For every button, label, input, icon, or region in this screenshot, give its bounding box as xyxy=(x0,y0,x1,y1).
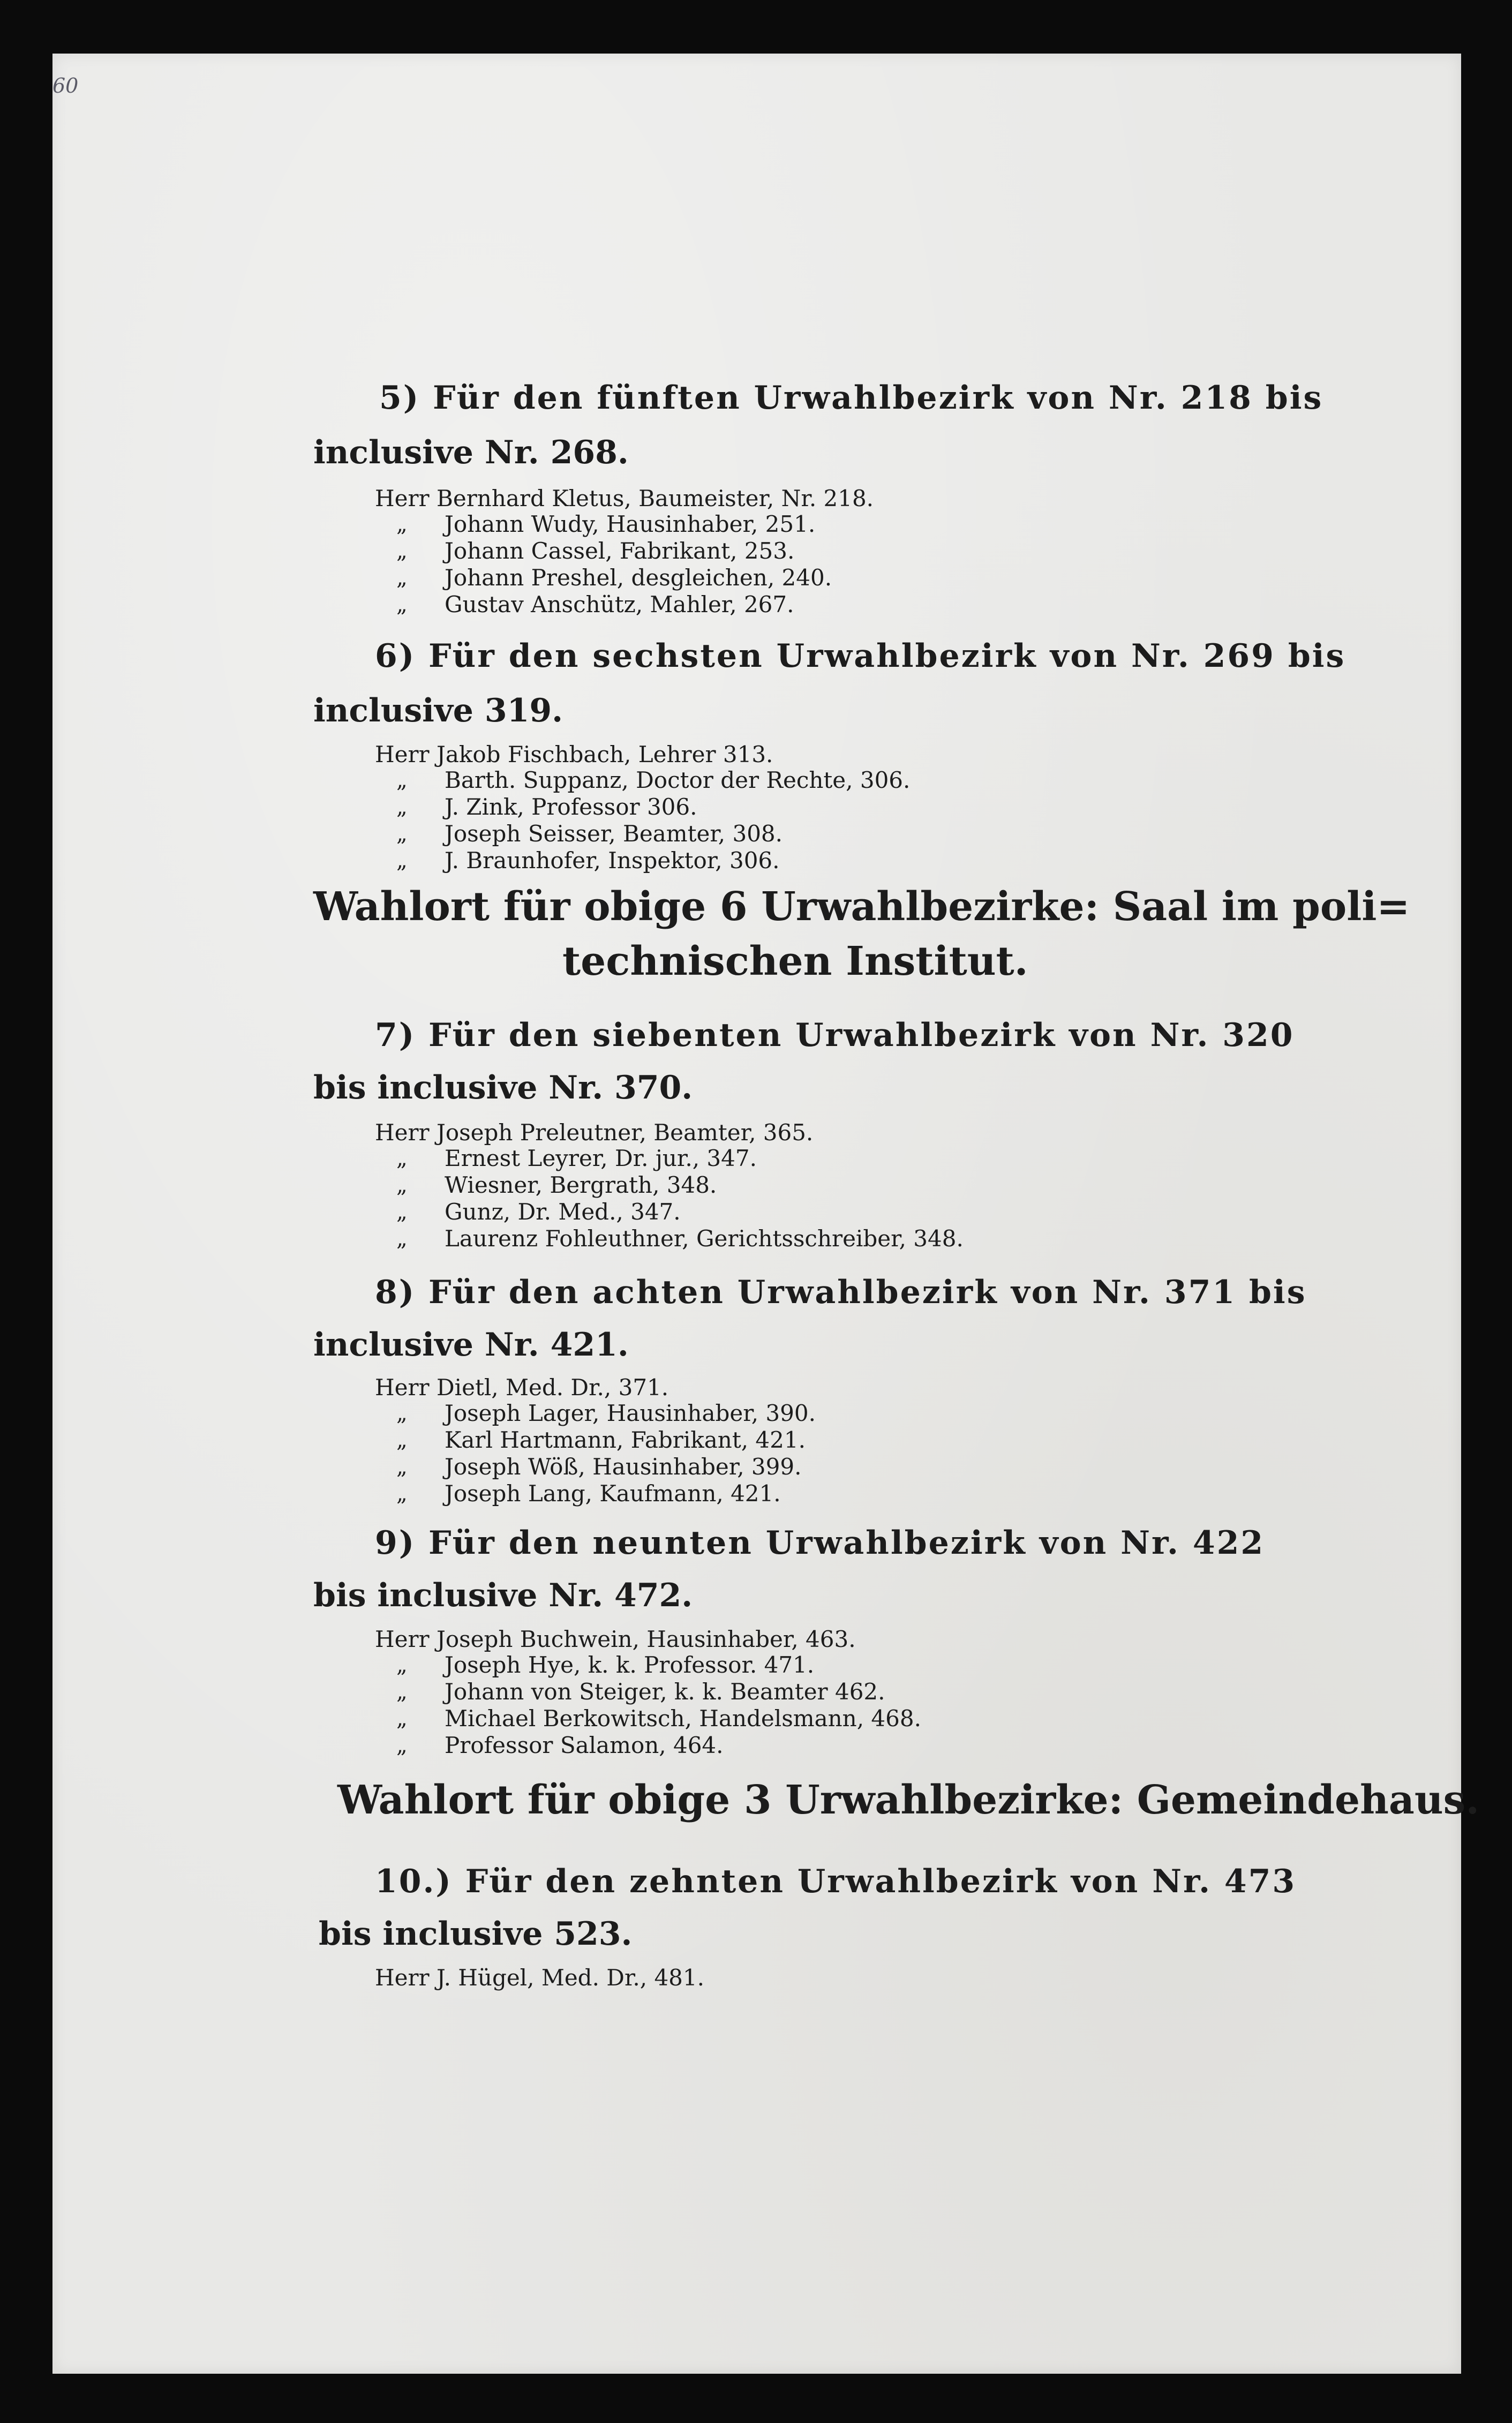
ditto-mark: „ xyxy=(396,1401,408,1426)
ditto-mark: „ xyxy=(396,1706,408,1731)
ditto-mark: „ xyxy=(396,1173,408,1198)
ditto-mark: „ xyxy=(396,1428,408,1453)
ditto-mark: „ xyxy=(396,1455,408,1479)
section-9-member-4: Michael Berkowitsch, Handelsmann, 468. xyxy=(445,1705,921,1732)
section-9-heading: 9) Für den neunten Urwahlbezirk von Nr. 422 xyxy=(375,1524,1265,1562)
ditto-mark: „ xyxy=(396,1680,408,1704)
section-7-heading: 7) Für den siebenten Urwahlbezirk von Nr. 320 xyxy=(375,1017,1295,1054)
section-7-member-3: Wiesner, Bergrath, 348. xyxy=(445,1172,717,1198)
ditto-mark: „ xyxy=(396,1653,408,1677)
wahlort-heading-1-cont: technischen Institut. xyxy=(562,938,1028,984)
section-7-member-5: Laurenz Fohleuthner, Gerichtsschreiber, 348. xyxy=(445,1225,964,1252)
ditto-mark: „ xyxy=(396,1146,408,1171)
section-5-heading-cont: inclusive Nr. 268. xyxy=(313,434,629,471)
section-8-heading: 8) Für den achten Urwahlbezirk von Nr. 371 bis xyxy=(375,1274,1307,1311)
section-9-member-2: Joseph Hye, k. k. Professor. 471. xyxy=(445,1652,815,1678)
section-5-member-4: Johann Preshel, desgleichen, 240. xyxy=(445,565,832,591)
section-6-member-2: Barth. Suppanz, Doctor der Rechte, 306. xyxy=(445,767,911,793)
section-6-heading-cont: inclusive 319. xyxy=(313,692,563,729)
section-6-member-3: J. Zink, Professor 306. xyxy=(445,794,697,820)
ditto-mark: „ xyxy=(396,1200,408,1224)
section-9-member-1: Herr Joseph Buchwein, Hausinhaber, 463. xyxy=(375,1626,856,1652)
section-9-member-3: Johann von Steiger, k. k. Beamter 462. xyxy=(445,1679,885,1705)
section-5-member-5: Gustav Anschütz, Mahler, 267. xyxy=(445,591,794,618)
section-5-member-3: Johann Cassel, Fabrikant, 253. xyxy=(445,538,795,564)
ditto-mark: „ xyxy=(396,1226,408,1251)
ditto-mark: „ xyxy=(396,822,408,846)
section-8-member-5: Joseph Lang, Kaufmann, 421. xyxy=(445,1480,781,1507)
ditto-mark: „ xyxy=(396,512,408,537)
section-6-heading: 6) Für den sechsten Urwahlbezirk von Nr. 269 bis xyxy=(375,637,1346,675)
wahlort-heading-2: Wahlort für obige 3 Urwahlbezirke: Gemeindehaus. xyxy=(337,1777,1480,1823)
section-8-member-2: Joseph Lager, Hausinhaber, 390. xyxy=(445,1400,816,1426)
section-7-member-2: Ernest Leyrer, Dr. jur., 347. xyxy=(445,1145,757,1171)
section-8-member-1: Herr Dietl, Med. Dr., 371. xyxy=(375,1374,669,1401)
section-10-member-1: Herr J. Hügel, Med. Dr., 481. xyxy=(375,1965,704,1991)
section-6-member-5: J. Braunhofer, Inspektor, 306. xyxy=(445,847,780,874)
ditto-mark: „ xyxy=(396,848,408,873)
section-5-member-2: Johann Wudy, Hausinhaber, 251. xyxy=(445,511,816,537)
section-6-member-4: Joseph Seisser, Beamter, 308. xyxy=(445,821,783,847)
ditto-mark: „ xyxy=(396,1481,408,1506)
section-9-heading-cont: bis inclusive Nr. 472. xyxy=(313,1577,693,1614)
section-8-member-3: Karl Hartmann, Fabrikant, 421. xyxy=(445,1427,806,1453)
section-5-heading: 5) Für den fünften Urwahlbezirk von Nr. 218 bis xyxy=(379,379,1323,417)
section-7-member-4: Gunz, Dr. Med., 347. xyxy=(445,1199,681,1225)
ditto-mark: „ xyxy=(396,566,408,590)
ditto-mark: „ xyxy=(396,1733,408,1758)
section-7-member-1: Herr Joseph Preleutner, Beamter, 365. xyxy=(375,1119,814,1146)
section-7-heading-cont: bis inclusive Nr. 370. xyxy=(313,1069,693,1107)
wahlort-heading-1: Wahlort für obige 6 Urwahlbezirke: Saal im poli= xyxy=(313,884,1410,930)
ditto-mark: „ xyxy=(396,539,408,563)
ditto-mark: „ xyxy=(396,768,408,793)
ditto-mark: „ xyxy=(396,795,408,819)
section-10-heading-cont: bis inclusive 523. xyxy=(319,1915,633,1953)
section-8-member-4: Joseph Wöß, Hausinhaber, 399. xyxy=(445,1454,802,1480)
section-5-member-1: Herr Bernhard Kletus, Baumeister, Nr. 218. xyxy=(375,485,874,511)
section-8-heading-cont: inclusive Nr. 421. xyxy=(313,1326,629,1364)
pencil-page-number: 60 xyxy=(52,74,79,97)
section-10-heading: 10.) Für den zehnten Urwahlbezirk von Nr. 473 xyxy=(375,1863,1297,1900)
ditto-mark: „ xyxy=(396,592,408,617)
section-9-member-5: Professor Salamon, 464. xyxy=(445,1732,724,1758)
section-6-member-1: Herr Jakob Fischbach, Lehrer 313. xyxy=(375,741,773,767)
